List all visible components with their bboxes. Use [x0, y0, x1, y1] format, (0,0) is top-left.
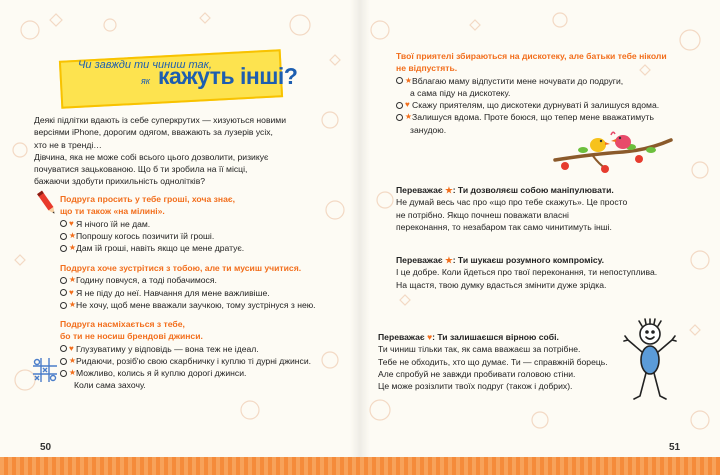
- radio-circle-icon: [60, 370, 67, 377]
- question-1: [60, 193, 244, 254]
- option-text: Дам їй гроші, навіть якщо це мене дратує.: [76, 243, 245, 254]
- star-icon: ★: [68, 230, 76, 240]
- page-gutter-shadow: [350, 0, 360, 457]
- question-heading: Подруга хоче зустрітися з тобою, але ти мусиш учитися.: [60, 263, 302, 273]
- option-text: Глузуватиму у відповідь — вона теж не ідеал.: [76, 343, 259, 354]
- intro-line: Деякі підлітки вдають із себе суперкрутих — хизуються новими: [34, 115, 287, 125]
- result-line: Але спробуй не завжди пробивати головою стіни.: [378, 368, 576, 379]
- page-title: кажуть інші?: [158, 63, 298, 89]
- question-heading: Подруга просить у тебе гроші, хоча знає,: [60, 194, 236, 204]
- heart-icon: ♥: [69, 287, 74, 297]
- result-heading: [396, 254, 657, 266]
- intro-text: [34, 114, 286, 188]
- question-2: [60, 262, 316, 311]
- radio-circle-icon: [60, 220, 67, 227]
- result-line: переконання, то незабаром так само чинитимуть інші.: [396, 221, 612, 232]
- star-icon: ★: [404, 112, 412, 122]
- result-line: На щастя, твою думку вдасться змінити дуже зрідка.: [396, 279, 607, 290]
- intro-line: Дівчина, яка не може собі всього цього дозволити, ризикує: [34, 151, 269, 162]
- result-prefix: Переважає: [378, 332, 425, 342]
- star-icon: ★: [404, 75, 412, 85]
- question-3: [60, 318, 311, 392]
- answer-option[interactable]: [60, 242, 244, 254]
- option-text: Вблагаю маму відпустити мене ночувати до подруги,: [412, 75, 624, 86]
- result-line: І це добре. Коли йдеться про твої переконання, ти непоступлива.: [396, 267, 658, 278]
- page-number-right: 51: [669, 442, 681, 453]
- option-text: Можливо, колись я й куплю дорогі джинси.: [76, 368, 247, 379]
- birds-on-branch-illustration: [553, 128, 673, 174]
- option-continuation: Коли сама захочу.: [74, 380, 146, 391]
- option-text: Попрошу когось позичити їй гроші.: [76, 230, 215, 241]
- answer-option[interactable]: [60, 355, 311, 367]
- radio-circle-icon: [60, 233, 67, 240]
- answer-option[interactable]: [60, 218, 244, 230]
- radio-circle-icon: [60, 345, 67, 352]
- result-line: Ти чиниш тільки так, як сама вважаєш за потрібне.: [378, 344, 581, 355]
- heart-icon: ♥: [405, 100, 410, 110]
- star-icon: ★: [445, 185, 453, 195]
- stick-figure-illustration: [622, 318, 680, 408]
- star-icon: ★: [68, 243, 76, 253]
- tic-tac-toe-icon: [32, 357, 58, 383]
- radio-circle-icon: [60, 245, 67, 252]
- page-gutter-shadow: [360, 0, 370, 457]
- radio-circle-icon: [60, 302, 67, 309]
- answer-option[interactable]: [396, 111, 667, 123]
- radio-circle-icon: [396, 114, 403, 121]
- option-text: Залишуся вдома. Проте боюся, що тепер мене вважатимуть: [412, 112, 654, 123]
- question-4: [396, 50, 667, 136]
- result-1: [396, 184, 627, 233]
- answer-option[interactable]: [60, 343, 311, 355]
- intro-line: почуватися зацькованою. Що б ти зробила на її місці,: [34, 164, 248, 175]
- result-line: не потрібно. Якщо почнеш поважати власні: [396, 209, 569, 220]
- question-heading: не відпустять.: [396, 63, 458, 74]
- title-line-2: як: [141, 76, 151, 86]
- question-heading: що ти також «на мілині».: [60, 206, 165, 217]
- answer-option[interactable]: [60, 367, 311, 379]
- result-title: : Ти дозволяєш собою маніпулювати.: [452, 185, 614, 195]
- radio-circle-icon: [396, 77, 403, 84]
- star-icon: ★: [68, 299, 76, 309]
- answer-option[interactable]: [396, 75, 667, 87]
- bottom-stripe: [0, 457, 720, 475]
- radio-circle-icon: [396, 102, 403, 109]
- answer-option[interactable]: [60, 274, 316, 286]
- answer-option[interactable]: [60, 299, 316, 311]
- option-text: Я нічого їй не дам.: [76, 218, 151, 229]
- answer-option[interactable]: [60, 287, 316, 299]
- heart-icon: ♥: [69, 343, 74, 353]
- radio-circle-icon: [60, 289, 67, 296]
- question-heading: Подруга насміхається з тебе,: [60, 319, 185, 329]
- result-heading: [396, 184, 627, 196]
- answer-option[interactable]: [396, 99, 667, 111]
- question-heading: бо ти не носиш брендові джинси.: [60, 331, 203, 342]
- pencil-icon: [36, 188, 58, 218]
- result-line: Не думай весь час про «що про тебе скажуть». Це просто: [396, 197, 628, 208]
- result-2: [396, 254, 657, 291]
- answer-option[interactable]: [60, 230, 244, 242]
- result-line: Тебе не обходить, хто що думає. Ти — справжній борець.: [378, 356, 608, 367]
- page-number-left: 50: [40, 442, 52, 453]
- heart-icon: ♥: [69, 218, 74, 228]
- option-text: Ридаючи, розіб'ю свою скарбничку і куплю ті дурні джинси.: [76, 355, 312, 366]
- option-continuation: а сама піду на дискотеку.: [410, 87, 511, 98]
- option-text: Не хочу, щоб мене вважали заучкою, тому зустрінуся з нею.: [76, 299, 316, 310]
- star-icon: ★: [68, 275, 76, 285]
- radio-circle-icon: [60, 277, 67, 284]
- radio-circle-icon: [60, 358, 67, 365]
- intro-line: хто не в тренді…: [34, 139, 102, 150]
- question-heading: Твої приятелі збираються на дискотеку, але батьки тебе ніколи: [396, 51, 667, 61]
- option-text: Скажу приятелям, що дискотеки дурнуваті й залишуся вдома.: [412, 100, 660, 111]
- result-line: Це може розізлити твоїх подруг (також і добрих).: [378, 381, 573, 392]
- star-icon: ★: [68, 355, 76, 365]
- star-icon: ★: [68, 368, 76, 378]
- result-title: : Ти шукаєш розумного компромісу.: [452, 255, 605, 265]
- option-text: Годину повчуся, а тоді побачимося.: [76, 275, 217, 286]
- result-3: [378, 331, 608, 392]
- option-continuation: занудою.: [410, 124, 447, 135]
- result-prefix: Переважає: [396, 185, 443, 195]
- intro-line: версіями iPhone, дорогим одягом, вважають за лузерів усіх,: [34, 127, 273, 138]
- result-heading: [378, 331, 608, 343]
- heart-icon: ♥: [427, 332, 433, 342]
- option-text: Я не піду до неї. Навчання для мене важливіше.: [76, 287, 270, 298]
- result-title: : Ти залишаєшся вірною собі.: [432, 332, 559, 342]
- title-line-1: Чи завжди ти чиниш так,: [78, 59, 212, 71]
- intro-line: бажаючи здобути прихильність однолітків?: [34, 176, 206, 187]
- star-icon: ★: [445, 255, 453, 265]
- result-prefix: Переважає: [396, 255, 443, 265]
